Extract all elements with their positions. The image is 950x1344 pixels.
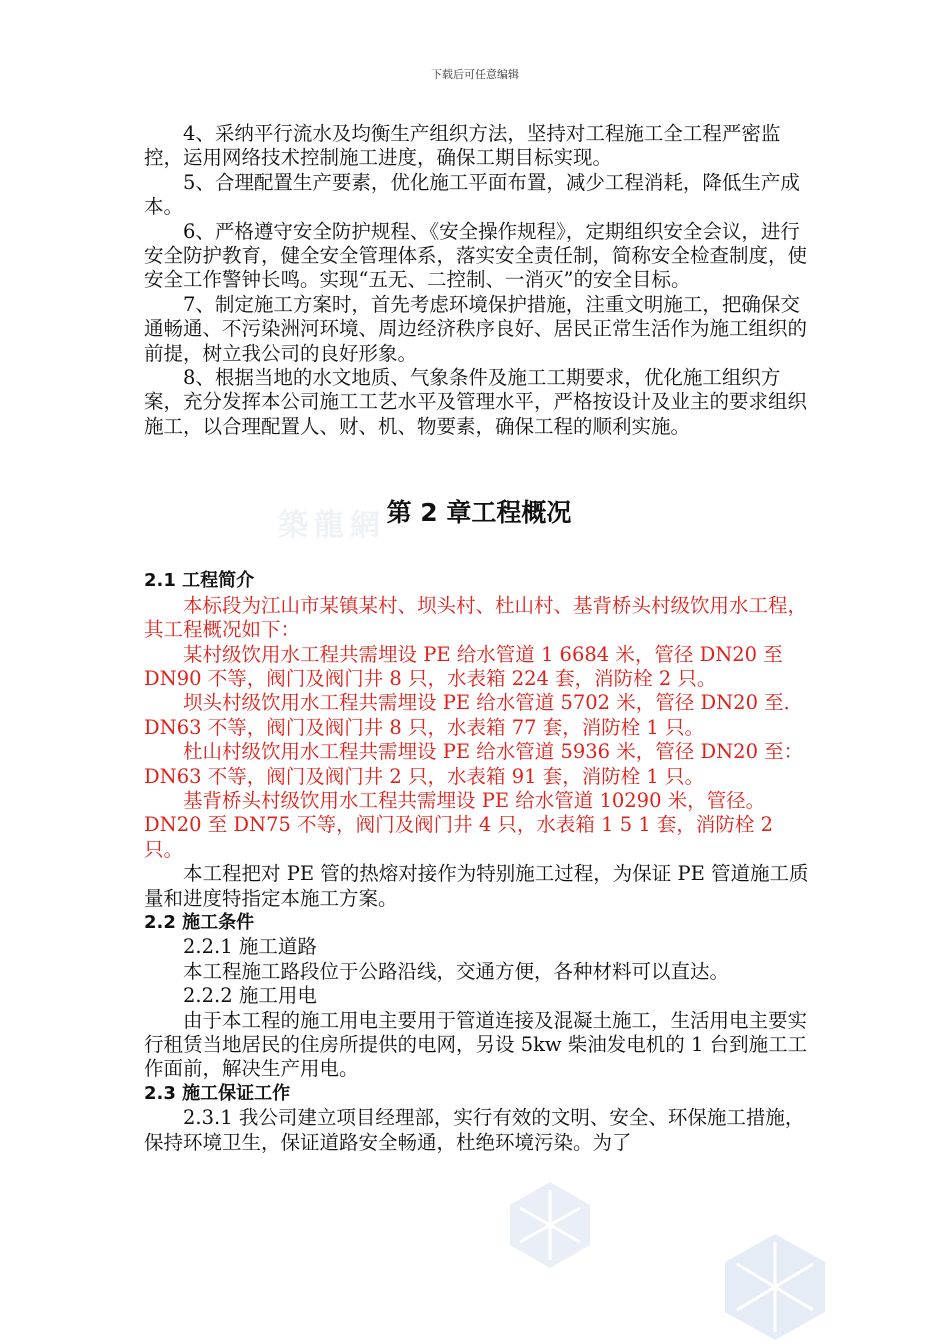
watermark-text: 築龍網 [278,508,386,543]
project-intro: 本标段为江山市某镇某村、坝头村、杜山村、基背桥头村级饮用水工程，其工程概况如下： [144,593,808,642]
section-title-2-2: 2.2 施工条件 [144,911,255,933]
project-detail-village-4: 基背桥头村级饮用水工程共需埋设 PE 给水管道 10290 米，管径。DN20 至 DN75 不等，阀门及阀门井 4 只，水表箱 1 5 1 套，消防栓 2 只。 [144,788,774,861]
project-detail-village-3: 杜山村级饮用水工程共需埋设 PE 给水管道 5936 米，管径 DN20 至：DN63 不等，阀门及阀门井 2 只，水表箱 91 套，消防栓 1 只。 [144,740,804,788]
project-detail-village-2: 坝头村级饮用水工程共需埋设 PE 给水管道 5702 米，管径 DN20 至．DN63 不等，阀门及阀门井 8 只，水表箱 77 套，消防栓 1 只。 [144,691,804,739]
section-title-2-1: 2.1 工程简介 [144,570,255,592]
guarantee-work-text: 2.3.1 我公司建立项目经理部，实行有效的文明、安全、环保施工措施，保持环境卫生，保证道路安全畅通，杜绝环境污染。为了 [144,1106,805,1154]
power-supply-text: 由于本工程的施工用电主要用于管道连接及混凝土施工，生活用电主要实行租赁当地居民的住房所提供的电网，另设 5kw 柴油发电机的 1 台到施工工作面前，解决生产用电。 [144,1008,808,1081]
section-title-2-3: 2.3 施工保证工作 [144,1082,291,1104]
subsection-title-2-2-1: 2.2.1 施工道路 [183,935,317,959]
chapter-title: 第 2 章工程概况 [386,498,572,528]
paragraph-item-7: 7、制定施工方案时，首先考虑环境保护措施，注重文明施工，把确保交通畅通、不污染洲河环境、周边经济秩序良好、居民正常生活作为施工组织的前提，树立我公司的良好形象。 [144,292,808,365]
pe-pipe-note: 本工程把对 PE 管的热熔对接作为特别施工过程，为保证 PE 管道施工质量和进度特指定本施工方案。 [144,862,809,910]
snowflake-watermark-icon [720,1232,830,1342]
paragraph-item-6: 6、严格遵守安全防护规程、《安全操作规程》，定期组织安全会议，进行安全防护教育，健全安全管理体系，落实安全责任制，简称安全检查制度，使安全工作警钟长鸣。实现“五无、二控制、一消灭”的安全目标。 [144,219,808,292]
paragraph-item-4: 4、采纳平行流水及均衡生产组织方法，坚持对工程施工全工程严密监控，运用网络技术控制施工进度，确保工期目标实现。 [144,122,781,170]
page-header: 下载后可任意编辑 [431,68,519,81]
snowflake-watermark-icon [505,1180,595,1270]
paragraph-item-8: 8、根据当地的水文地质、气象条件及施工工期要求，优化施工组织方案，充分发挥本公司施工工艺水平及管理水平，严格按设计及业主的要求组织施工，以合理配置人、财、机、物要素，确保工程的顺利实施。 [144,366,808,438]
paragraph-item-5: 5、合理配置生产要素，优化施工平面布置，减少工程消耗，降低生产成本。 [144,170,800,219]
subsection-title-2-2-2: 2.2.2 施工用电 [183,984,317,1008]
project-detail-village-1: 某村级饮用水工程共需埋设 PE 给水管道 1 6684 米，管径 DN20 至 DN90 不等，阀门及阀门井 8 只，水表箱 224 套，消防栓 2 只。 [144,642,783,690]
document-body [144,122,814,1155]
road-conditions-text: 本工程施工路段位于公路沿线，交通方便，各种材料可以直达。 [183,959,730,983]
